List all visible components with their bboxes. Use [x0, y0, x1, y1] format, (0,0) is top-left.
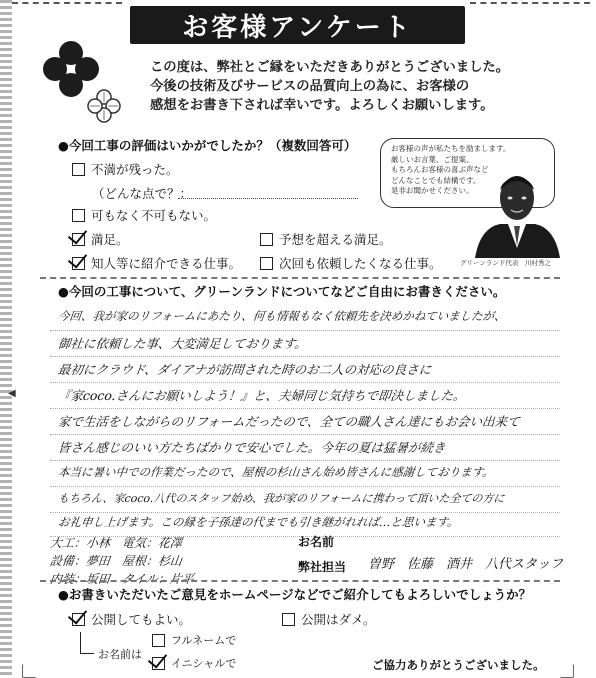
portrait-caption: グリーンランド代表 川村秀之 — [460, 259, 551, 267]
survey-title: お客様アンケート — [130, 6, 465, 44]
checkbox-checked[interactable] — [152, 657, 165, 670]
thank-you-note: ご協力ありがとうございました。 — [372, 658, 545, 672]
ruled-line — [50, 434, 560, 435]
trade-line: 内装：坂田 タイル：片平 — [49, 572, 195, 586]
checkbox[interactable] — [152, 634, 165, 647]
option-label: 可もなく不可もない。 — [91, 208, 217, 223]
q1-option-neutral[interactable] — [72, 206, 216, 224]
option-label: 次回も依頼したくなる仕事。 — [279, 256, 442, 271]
checkbox[interactable] — [260, 233, 273, 246]
q1-option-dissatisfied[interactable] — [72, 160, 179, 178]
intro-line: 今後の技術及びサービスの品質向上の為に、お客様の — [150, 79, 470, 94]
option-label: 公開してもよい。 — [91, 612, 192, 627]
bubble-line: もちろんお客様の喜ぶ声など — [391, 165, 489, 174]
section-divider — [40, 580, 560, 582]
q1-question: ●今回工事の評価はいかがでしたか？（複数回答可） — [58, 138, 357, 153]
signer-name-label: お名前 — [298, 535, 335, 549]
handwritten-line: 『家coco.さんにお願いしよう！』と、夫婦同じ気持ちで即決しました。 — [57, 388, 467, 403]
staff-in-charge-label: 弊社担当 — [298, 560, 347, 574]
option-label: 不満が残った。 — [91, 162, 179, 177]
top-divider-right — [470, 2, 590, 6]
representative-portrait — [470, 168, 565, 258]
checkbox-checked[interactable] — [72, 257, 85, 270]
checkbox[interactable] — [260, 257, 273, 270]
ruled-line — [50, 408, 560, 409]
trade-line: 設備：夢田 屋根：杉山 — [49, 554, 183, 568]
checkbox[interactable] — [282, 613, 295, 626]
q1-option-satisfied[interactable] — [72, 230, 129, 248]
left-pointer-icon: ◀ — [8, 388, 16, 399]
handwritten-line: お礼申し上げます。この縁を子孫達の代までも引き継がれれば…と思います。 — [57, 515, 460, 529]
name-option-initials[interactable] — [152, 655, 236, 671]
q3-question: ●お書きいただいたご意見をホームページなどでご紹介してもよろしいでしょうか？ — [58, 587, 532, 602]
checkbox[interactable] — [72, 163, 85, 176]
bubble-line: 是非お聞かせください。 — [391, 186, 474, 195]
option-label: 満足。 — [91, 232, 129, 247]
option-label: 知人等に紹介できる仕事。 — [91, 256, 242, 271]
handwritten-line: 今回、我が家のリフォームにあたり、何も情報もなく依頼先を決めかねていましたが、 — [57, 309, 507, 323]
q1-option-request-again[interactable] — [260, 254, 442, 272]
handwritten-line: 最初にクラウド、ダイアナが訪問された時のお二人の対応の良さに — [57, 362, 433, 377]
handwritten-line: 御社に依頼した事、大変満足しております。 — [57, 336, 308, 351]
handwritten-line: 本当に暑い中での作業だったので、屋根の杉山さん始め皆さんに感謝しております。 — [57, 465, 495, 479]
option-label: 公開はダメ。 — [301, 612, 376, 627]
intro-text — [150, 58, 550, 115]
option-label: フルネームで — [171, 634, 237, 647]
ruled-line — [50, 382, 560, 383]
q3-option-publish-no[interactable] — [282, 610, 375, 628]
q1-follow-up-line[interactable] — [178, 198, 358, 199]
corner-mark — [22, 664, 36, 678]
corner-mark — [560, 664, 574, 678]
staff-names: 曽野 佐藤 酒井 八代スタッフ — [368, 557, 564, 572]
ruled-line — [50, 330, 560, 331]
branch-arrow-icon — [80, 632, 94, 654]
ruled-line — [50, 486, 560, 487]
name-option-fullname[interactable] — [152, 632, 236, 648]
checkbox-checked[interactable] — [72, 613, 85, 626]
intro-line: 感想をお書き下されば幸いです。よろしくお願いします。 — [150, 98, 494, 113]
checkbox[interactable] — [72, 209, 85, 222]
handwritten-line: 家で生活をしながらのリフォームだったので、全ての職人さん達にもお会い出来て — [57, 414, 521, 429]
small-clover-icon — [86, 88, 122, 124]
option-label: イニシャルで — [171, 657, 237, 670]
bubble-line: お客様の声が私たちを励まします。 — [391, 144, 511, 153]
bubble-line: 厳しいお言葉、ご提案、 — [391, 154, 474, 164]
q1-follow-up-label: （どんな点で？： — [92, 186, 193, 201]
ruled-line — [50, 512, 560, 513]
handwritten-line: もちろん、家coco.八代のスタッフ始め、我が家のリフォームに携わって頂いた全ての方に — [57, 492, 506, 505]
ruled-line — [50, 460, 560, 461]
option-label: 予想を超える満足。 — [279, 232, 392, 247]
trade-line: 大工：小林 電気：花澤 — [49, 536, 183, 550]
bubble-line: どんなことでも結構です。 — [391, 175, 481, 185]
scan-edge-stripe — [0, 0, 12, 678]
section-divider — [40, 277, 560, 279]
name-format-label: お名前は — [98, 648, 142, 661]
checkbox-checked[interactable] — [72, 233, 85, 246]
intro-line: この度は、弊社とご縁をいただきありがとうございました。 — [150, 60, 510, 75]
q2-question: ●今回の工事について、グリーンランドについてなどご自由にお書きください。 — [58, 284, 506, 299]
q1-option-recommendable[interactable] — [72, 254, 241, 272]
q1-option-beyond-expectations[interactable] — [260, 230, 392, 248]
top-divider-left — [12, 2, 122, 6]
ruled-line — [50, 356, 560, 357]
handwritten-line: 皆さん感じのいい方たちばかりで安心でした。今年の夏は猛暑が続き — [57, 440, 447, 455]
q3-option-publish-ok[interactable] — [72, 610, 191, 628]
